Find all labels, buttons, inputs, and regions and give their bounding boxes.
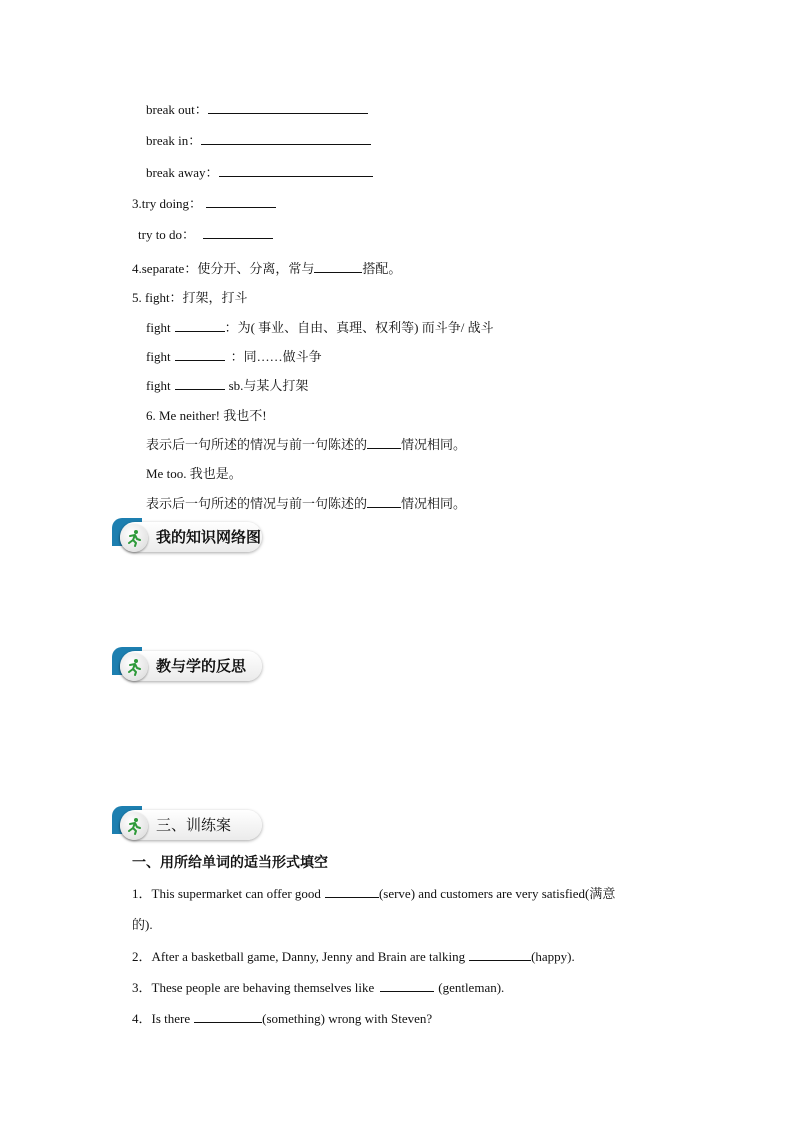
- answer-blank[interactable]: [367, 495, 401, 508]
- separate-line: 4.separate：使分开、分离，常与 搭配。: [132, 261, 402, 276]
- section-header-reflection: [112, 647, 262, 681]
- answer-blank[interactable]: [314, 260, 362, 273]
- section-title: 教与学的反思: [156, 657, 247, 675]
- section-header-training: [112, 806, 262, 840]
- section-header-network: [112, 518, 262, 552]
- fight-line-3: fight sb.与某人打架: [146, 378, 309, 393]
- question-2: 2．After a basketball game, Danny, Jenny and Brain are talking (happy).: [132, 949, 575, 964]
- answer-blank[interactable]: [325, 885, 379, 898]
- question-4: 4．Is there (something) wrong with Steven?: [132, 1011, 433, 1026]
- fight-line-1: fight ：为( 事业、自由、真理、权利等) 而斗争/ 战斗: [146, 320, 494, 335]
- me-neither-desc: 表示后一句所述的情况与前一句陈述的 情况相同。: [146, 437, 467, 452]
- answer-blank[interactable]: [201, 132, 371, 145]
- section-title: 我的知识网络图: [156, 528, 262, 546]
- running-man-icon: [120, 653, 148, 681]
- fight-line-2: fight ：同……做斗争: [146, 349, 322, 364]
- running-man-icon: [120, 812, 148, 840]
- fight-title-line: 5. fight：打架，打斗: [132, 290, 248, 305]
- answer-blank[interactable]: [380, 979, 434, 992]
- answer-blank[interactable]: [219, 164, 373, 177]
- exercise-heading: 一、用所给单词的适当形式填空: [132, 855, 328, 871]
- break-in-line: break in：: [146, 132, 371, 150]
- break-out-line: break out：: [146, 101, 368, 119]
- running-man-icon: [120, 524, 148, 552]
- me-too-desc: 表示后一句所述的情况与前一句陈述的 情况相同。: [146, 496, 467, 511]
- answer-blank[interactable]: [175, 319, 225, 332]
- question-3: 3．These people are behaving themselves like (gentleman).: [132, 980, 505, 995]
- answer-blank[interactable]: [175, 348, 225, 361]
- answer-blank[interactable]: [203, 226, 273, 239]
- try-to-do-line: try to do：: [138, 226, 273, 244]
- answer-blank[interactable]: [175, 377, 225, 390]
- break-away-line: break away：: [146, 164, 373, 182]
- answer-blank[interactable]: [469, 948, 531, 961]
- question-1: 1．This supermarket can offer good (serve) and customers are very satisfied(满意: [132, 886, 616, 901]
- me-neither-line: 6. Me neither! 我也不!: [146, 408, 267, 423]
- answer-blank[interactable]: [208, 101, 368, 114]
- section-title: 三、训练案: [156, 816, 232, 834]
- answer-blank[interactable]: [367, 436, 401, 449]
- answer-blank[interactable]: [194, 1010, 262, 1023]
- answer-blank[interactable]: [206, 195, 276, 208]
- me-too-line: Me too. 我也是。: [146, 466, 242, 481]
- try-doing-line: 3.try doing：: [132, 195, 276, 213]
- question-1-continued: 的).: [132, 917, 153, 932]
